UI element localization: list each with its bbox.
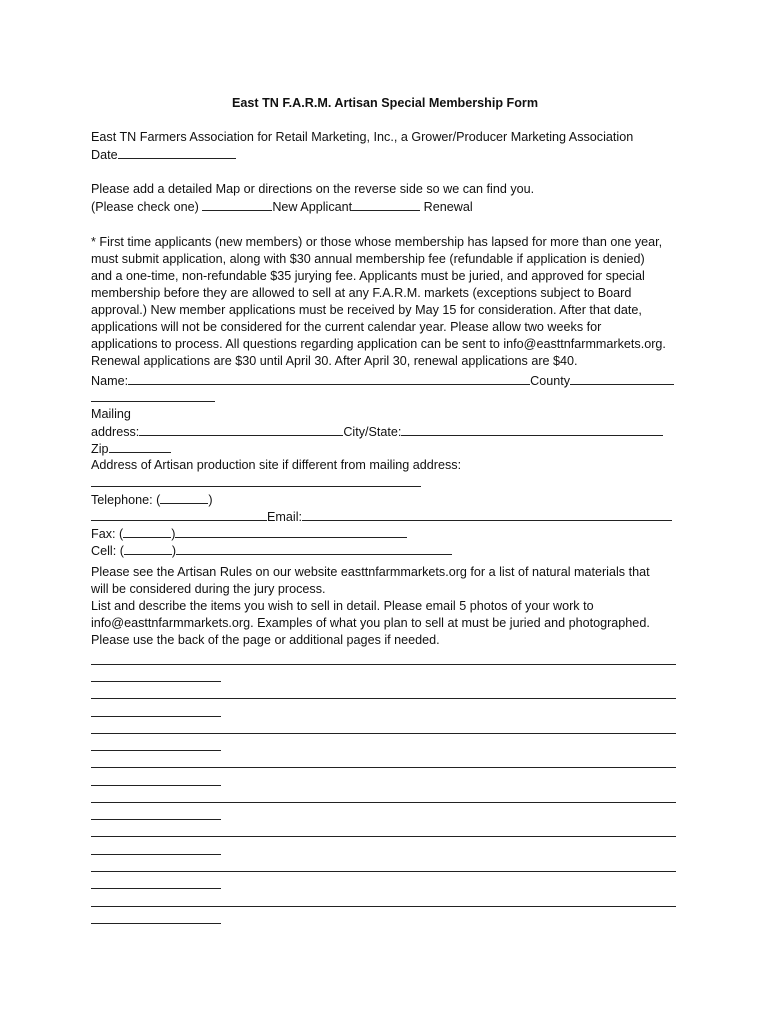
description-line-short[interactable] [91, 750, 221, 751]
rules-line: Please use the back of the page or additional pages if needed. [91, 633, 440, 647]
county-overflow-field[interactable] [91, 389, 215, 402]
contact-block [91, 372, 691, 559]
production-site-field-row [91, 474, 691, 491]
description-line[interactable] [91, 698, 676, 699]
policy-line: applications to process. All questions regarding application can be sent to info@easttnfarmmarkets.org. [91, 337, 666, 351]
fax-close-paren: ) [171, 527, 176, 541]
description-line[interactable] [91, 836, 676, 837]
production-site-field[interactable] [91, 474, 421, 487]
county-label: County [530, 374, 570, 388]
date-label: Date [91, 148, 118, 162]
association-text: East TN Farmers Association for Retail Marketing, Inc., a Grower/Producer Marketing Association [91, 130, 634, 144]
policy-line: must submit application, along with $30 annual membership fee (refundable if application is denied) [91, 252, 645, 266]
description-line-short[interactable] [91, 819, 221, 820]
description-line-short[interactable] [91, 716, 221, 717]
email-label: Email: [267, 510, 302, 524]
rules-line: Please see the Artisan Rules on our website easttnfarmmarkets.org for a list of natural materials that [91, 565, 650, 579]
address-field[interactable] [139, 423, 343, 436]
policy-line: Renewal applications are $30 until April 30. After April 30, renewal applications are $40. [91, 354, 578, 368]
telephone-row [91, 491, 691, 508]
fax-number-field[interactable] [175, 525, 407, 538]
header-block [91, 129, 691, 163]
description-line-short[interactable] [91, 854, 221, 855]
production-site-label: Address of Artisan production site if different from mailing address: [91, 458, 462, 472]
description-line-short[interactable] [91, 681, 221, 682]
cell-label: Cell: ( [91, 544, 124, 558]
check-one-label: (Please check one) [91, 200, 199, 214]
description-line[interactable] [91, 802, 676, 803]
description-line[interactable] [91, 906, 676, 907]
address-row [91, 423, 691, 440]
renewal-checkbox[interactable] [352, 198, 420, 211]
cell-number-field[interactable] [176, 542, 452, 555]
city-state-label: City/State: [343, 425, 402, 439]
rules-line: List and describe the items you wish to sell in detail. Please email 5 photos of your work to [91, 599, 594, 613]
county-field[interactable] [570, 372, 674, 385]
description-line-short[interactable] [91, 785, 221, 786]
description-line-short[interactable] [91, 923, 221, 924]
address-label: address: [91, 425, 140, 439]
description-line[interactable] [91, 733, 676, 734]
applicant-type-block [91, 181, 691, 215]
policy-line: * First time applicants (new members) or those whose membership has lapsed for more than one year, [91, 235, 663, 249]
date-field[interactable] [118, 146, 236, 159]
new-applicant-label: New Applicant [272, 200, 353, 214]
telephone-label: Telephone: ( [91, 493, 161, 507]
name-row [91, 372, 691, 389]
zip-row [91, 440, 691, 457]
cell-area-code-field[interactable] [124, 542, 172, 555]
policy-line: applications will not be considered for the current calendar year. Please allow two weeks for [91, 320, 602, 334]
description-line[interactable] [91, 767, 676, 768]
rules-line: will be considered during the jury process. [91, 582, 326, 596]
telephone-area-code-field[interactable] [160, 491, 208, 504]
description-line[interactable] [91, 871, 676, 872]
policy-line: and a one-time, non-refundable $35 jurying fee. Applicants must be juried, and approved for special [91, 269, 645, 283]
applicant-type-row [91, 198, 691, 215]
fax-row [91, 525, 691, 542]
policy-line: membership before they are allowed to sell at any F.A.R.M. markets (exceptions subject to Board [91, 286, 632, 300]
rules-block [91, 564, 691, 649]
fax-label: Fax: ( [91, 527, 124, 541]
renewal-label: Renewal [423, 200, 473, 214]
cell-row [91, 542, 691, 559]
county-overflow-row [91, 389, 691, 406]
city-state-field[interactable] [401, 423, 663, 436]
mailing-row [91, 406, 691, 423]
production-site-row [91, 457, 691, 474]
map-note: Please add a detailed Map or directions on the reverse side so we can find you. [91, 182, 535, 196]
name-label: Name: [91, 374, 129, 388]
zip-label: Zip [91, 442, 109, 456]
fax-area-code-field[interactable] [123, 525, 171, 538]
telephone-email-row [91, 508, 691, 525]
description-line-short[interactable] [91, 888, 221, 889]
telephone-close-paren: ) [208, 493, 213, 507]
name-field[interactable] [128, 372, 530, 385]
rules-line: info@easttnfarmmarkets.org. Examples of what you plan to sell at must be juried and photographed. [91, 616, 650, 630]
policy-line: approval.) New member applications must be received by May 15 for consideration. After that date, [91, 303, 642, 317]
date-row [91, 146, 691, 163]
cell-close-paren: ) [171, 544, 177, 558]
description-line[interactable] [91, 664, 676, 665]
form-title: East TN F.A.R.M. Artisan Special Membership Form [231, 96, 539, 110]
policy-block [91, 234, 691, 370]
zip-field[interactable] [109, 440, 171, 453]
telephone-number-field[interactable] [91, 508, 267, 521]
email-field[interactable] [302, 508, 672, 521]
mailing-label: Mailing [91, 407, 131, 421]
new-applicant-checkbox[interactable] [202, 198, 272, 211]
